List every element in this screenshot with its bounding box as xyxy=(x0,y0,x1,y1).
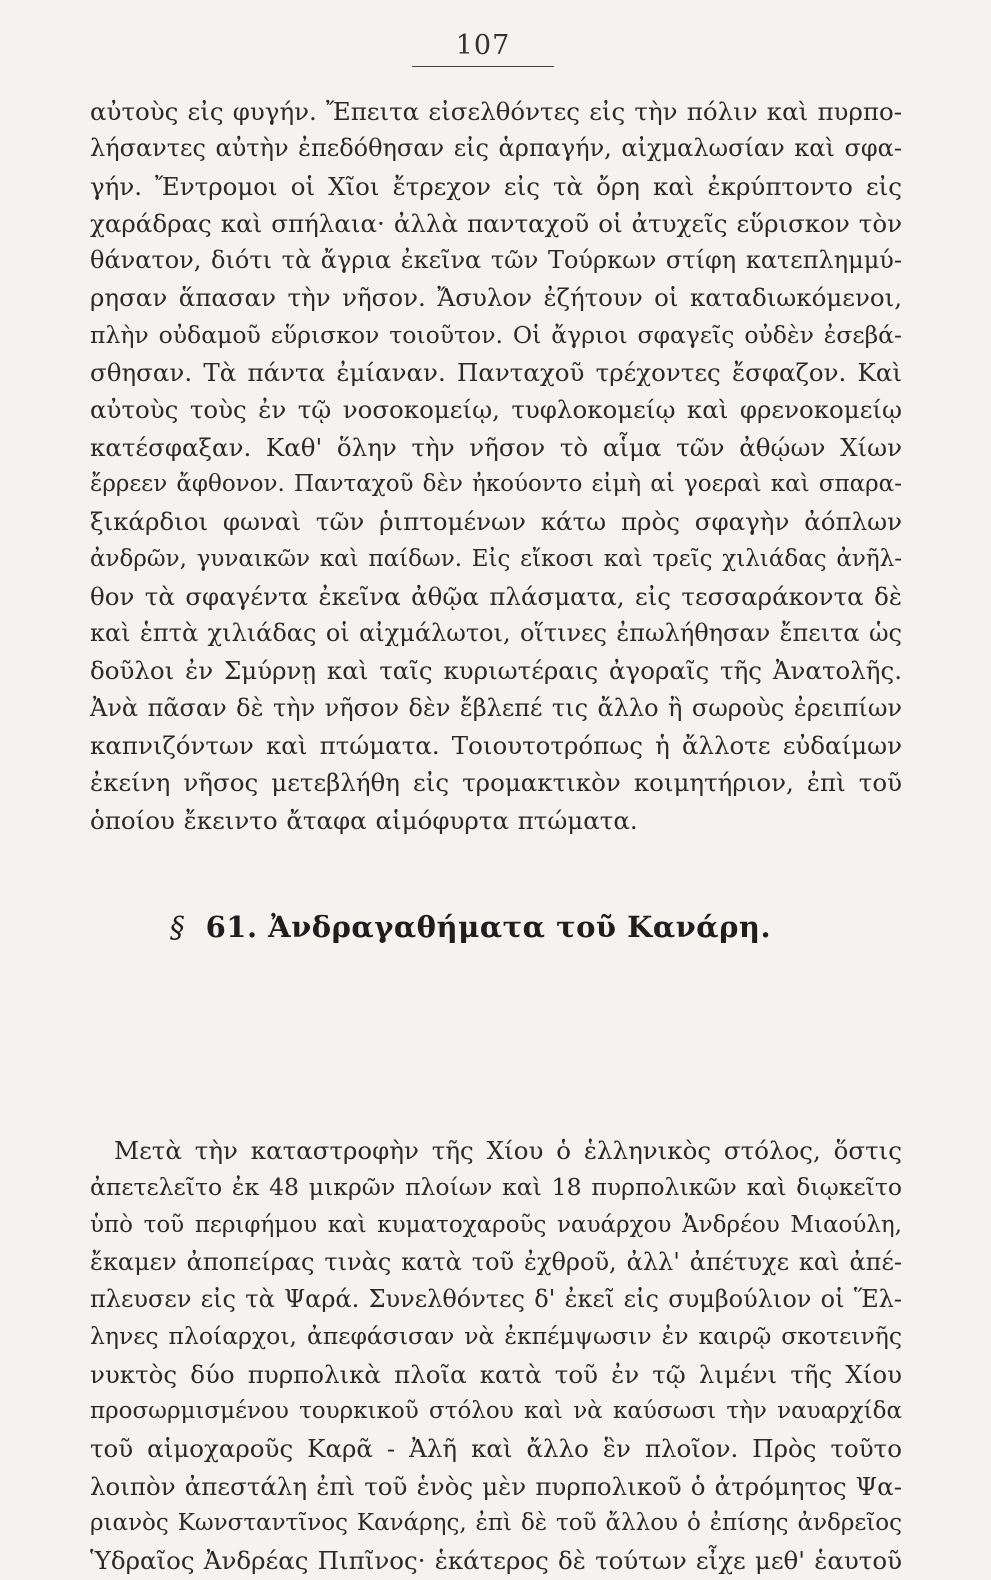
text-line: ὁποίου ἔκειντο ἄταφα αἱμόφυρτα πτώματα. xyxy=(90,805,638,835)
text-line: δοῦλοι ἐν Σμύρνῃ καὶ ταῖς κυριωτέραις ἀγοραῖς τῆς Ἀνατολῆς. xyxy=(90,656,902,686)
text-line: σθησαν. Τὰ πάντα ἐμίαναν. Πανταχοῦ τρέχοντες ἔσφαζον. Καὶ xyxy=(90,358,902,388)
text-line: τοῦ αἱμοχαροῦς Καρᾶ - Ἀλῆ καὶ ἄλλο ἓν πλοῖον. Πρὸς τοῦτο xyxy=(90,1434,902,1464)
text-line: ἔκαμεν ἀποπείρας τινὰς κατὰ τοῦ ἐχθροῦ, ἀλλ' ἀπέτυχε καὶ ἀπέ- xyxy=(90,1247,902,1276)
body-text-paragraph xyxy=(90,1132,902,1580)
text-line: νυκτὸς δύο πυρπολικὰ πλοῖα κατὰ τοῦ ἐν τῷ λιμένι τῆς Χίου xyxy=(90,1359,902,1389)
text-line: Ὑδραῖος Ἀνδρέας Πιπῖνος· ἑκάτερος δὲ τούτων εἶχε μεθ' ἑαυτοῦ xyxy=(90,1546,902,1576)
text-line: αὐτοὺς εἰς φυγήν. Ἔπειτα εἰσελθόντες εἰς τὴν πόλιν καὶ πυρπο- xyxy=(90,97,902,126)
text-line: Μετὰ τὴν καταστροφὴν τῆς Χίου ὁ ἑλληνικὸς στόλος, ὅστις xyxy=(114,1136,902,1165)
section-sign: § xyxy=(170,910,185,944)
text-line: ἔρρεεν ἄφθονον. Πανταχοῦ δὲν ἠκούοντο εἰμὴ αἱ γοεραὶ καὶ σπαρα- xyxy=(90,470,902,497)
page-number-rule xyxy=(412,66,554,67)
section-heading xyxy=(170,910,830,944)
text-line: ἀνδρῶν, γυναικῶν καὶ παίδων. Εἰς εἴκοσι καὶ τρεῖς χιλιάδας ἀνῆλ- xyxy=(90,545,902,572)
text-line: αὐτοὺς τοὺς ἐν τῷ νοσοκομείῳ, τυφλοκομείῳ καὶ φρενοκομείῳ xyxy=(90,395,902,425)
text-line: θον τὰ σφαγέντα ἐκεῖνα ἀθῷα πλάσματα, εἰς τεσσαράκοντα δὲ xyxy=(90,581,902,611)
text-line: ὑπὸ τοῦ περιφήμου καὶ κυματοχαροῦς ναυάρχου Ἀνδρέου Μιαούλη, xyxy=(90,1211,902,1238)
text-line: πλευσεν εἰς τὰ Ψαρά. Συνελθόντες δ' ἐκεῖ εἰς συμβούλιον οἱ Ἕλ- xyxy=(90,1285,902,1314)
text-line: γήν. Ἔντρομοι οἱ Χῖοι ἔτρεχον εἰς τὰ ὄρη καὶ ἐκρύπτοντο εἰς xyxy=(90,171,902,201)
text-line: ριανὸς Κωνσταντῖνος Κανάρης, ἐπὶ δὲ τοῦ ἄλλου ὁ ἐπίσης ἀνδρεῖος xyxy=(90,1509,902,1536)
text-line: χαράδρας καὶ σπήλαια· ἀλλὰ πανταχοῦ οἱ ἀτυχεῖς εὕρισκον τὸν xyxy=(90,208,902,238)
text-line: θάνατον, διότι τὰ ἄγρια ἐκεῖνα τῶν Τούρκων στίφη κατεπλημμύ- xyxy=(90,246,902,275)
text-line: ξικάρδιοι φωναὶ τῶν ῥιπτομένων κάτω πρὸς σφαγὴν ἀόπλων xyxy=(90,507,902,537)
text-line: καὶ ἑπτὰ χιλιάδας οἱ αἰχμάλωτοι, οἵτινες ἐπωλήθησαν ἔπειτα ὡς xyxy=(90,619,902,648)
text-line: λήσαντες αὐτὴν ἐπεδόθησαν εἰς ἁρπαγήν, αἰχμαλωσίαν καὶ σφα- xyxy=(90,134,902,163)
text-line: ἀπετελεῖτο ἐκ 48 μικρῶν πλοίων καὶ 18 πυρπολικῶν καὶ διῳκεῖτο xyxy=(90,1173,902,1202)
text-line: λοιπὸν ἀπεστάλη ἐπὶ τοῦ ἑνὸς μὲν πυρπολικοῦ ὁ ἀτρόμητος Ψα- xyxy=(90,1471,902,1501)
text-line: καπνιζόντων καὶ πτώματα. Τοιουτοτρόπως ἡ ἄλλοτε εὐδαίμων xyxy=(90,731,902,761)
text-line: προσωρμισμένου τουρκικοῦ στόλου καὶ νὰ καύσωσι τὴν ναυαρχίδα xyxy=(90,1398,902,1425)
text-line: ληνες πλοίαρχοι, ἀπεφάσισαν νὰ ἐκπέμψωσιν ἐν καιρῷ σκοτεινῆς xyxy=(90,1322,902,1351)
text-line: κατέσφαξαν. Καθ' ὅλην τὴν νῆσον τὸ αἷμα τῶν ἀθῴων Χίων xyxy=(90,432,902,462)
text-line: ρησαν ἅπασαν τὴν νῆσον. Ἄσυλον ἐζήτουν οἱ καταδιωκόμενοι, xyxy=(90,283,902,313)
text-line: πλὴν οὐδαμοῦ εὕρισκον τοιοῦτον. Οἱ ἄγριοι σφαγεῖς οὐδὲν ἐσεβά- xyxy=(90,320,902,349)
page-number: 107 xyxy=(455,30,511,61)
text-line: ἐκείνη νῆσος μετεβλήθη εἰς τρομακτικὸν κοιμητήριον, ἐπὶ τοῦ xyxy=(90,768,902,798)
body-text-paragraph xyxy=(90,93,902,839)
text-line: Ἀνὰ πᾶσαν δὲ τὴν νῆσον δὲν ἔβλεπέ τις ἄλλο ἢ σωροὺς ἐρειπίων xyxy=(90,693,902,722)
section-title: 61. Ἀνδραγαθήματα τοῦ Κανάρη. xyxy=(205,910,772,944)
